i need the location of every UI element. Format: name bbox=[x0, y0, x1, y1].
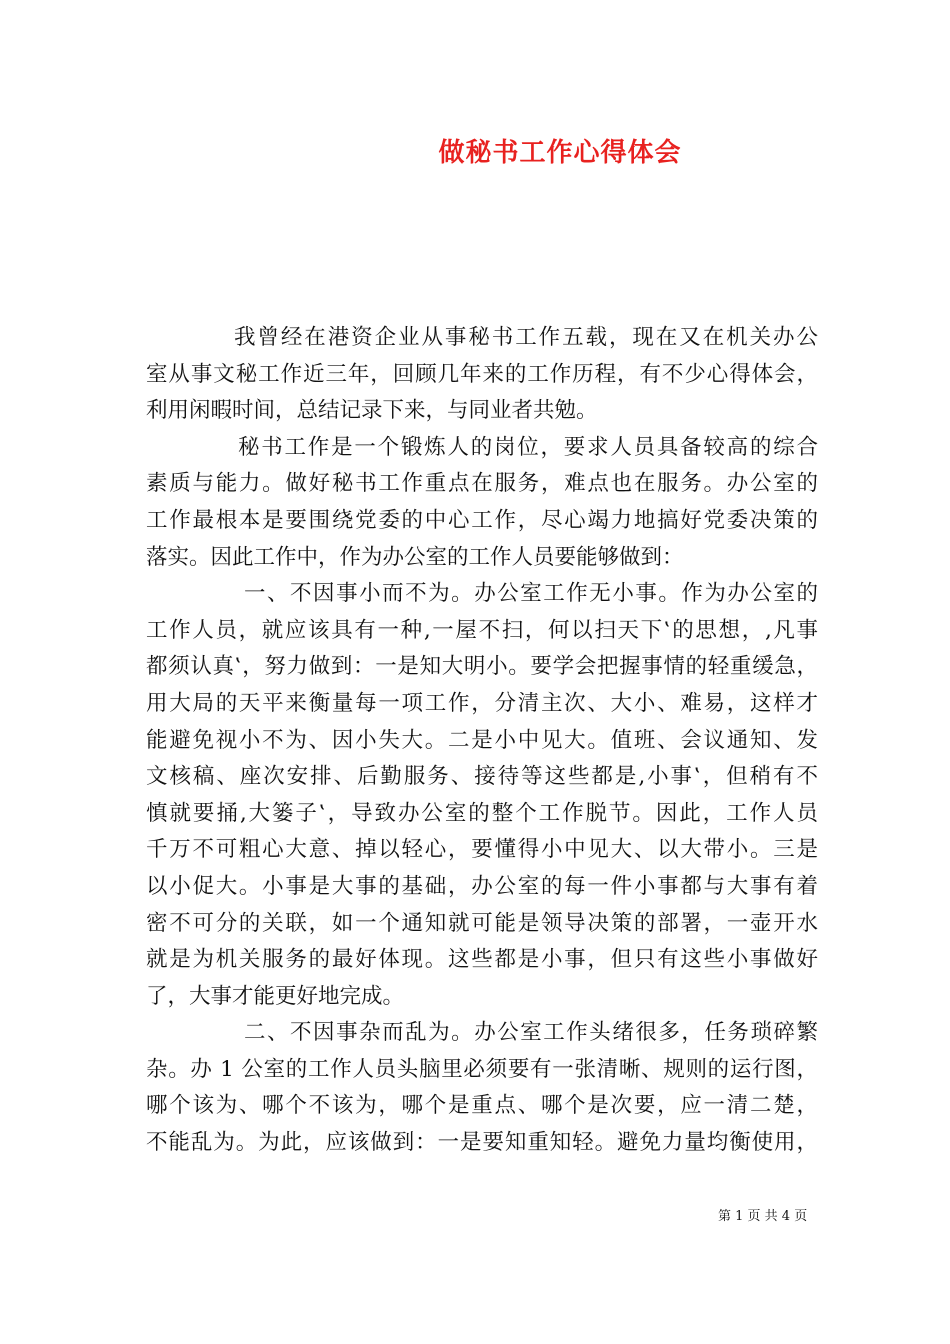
paragraph-4-line-4: 不能乱为。为此，应该做到：一是要知重知轻。避免力量均衡使用， bbox=[146, 1130, 818, 1156]
paragraph-1-line-1: 我曾经在港资企业从事秘书工作五载，现在又在机关办公 bbox=[234, 325, 818, 350]
paragraph-3-line-8: 千万不可粗心大意、掉以轻心，要懂得小中见大、以大带小。三是 bbox=[146, 837, 818, 863]
paragraph-3-line-5: 能避免视小不为、因小失大。二是小中见大。值班、会议通知、发 bbox=[146, 727, 818, 753]
paragraph-3-line-11: 就是为机关服务的最好体现。这些都是小事，但只有这些小事做好 bbox=[146, 947, 818, 973]
paragraph-3-line-4: 用大局的天平来衡量每一项工作，分清主次、大小、难易，这样才 bbox=[146, 690, 818, 716]
paragraph-4-line-1: 二、不因事杂而乱为。办公室工作头绪很多，任务琐碎繁 bbox=[244, 1020, 818, 1046]
paragraph-3-line-6: 文核稿、座次安排、后勤服务、接待等这些都是‚小事‛，但稍有不 bbox=[146, 764, 818, 790]
paragraph-3-line-9: 以小促大。小事是大事的基础，办公室的每一件小事都与大事有着 bbox=[146, 873, 818, 899]
paragraph-2-line-1: 秘书工作是一个锻炼人的岗位，要求人员具备较高的综合 bbox=[238, 434, 818, 460]
paragraph-3-line-12: 了，大事才能更好地完成。 bbox=[146, 983, 405, 1009]
paragraph-3-line-2: 工作人员，就应该具有一种‚一屋不扫，何以扫天下‛的思想，‚凡事 bbox=[146, 617, 818, 643]
paragraph-4-line-3: 哪个该为、哪个不该为，哪个是重点、哪个是次要，应一清二楚， bbox=[146, 1093, 818, 1119]
paragraph-2-line-2: 素质与能力。做好秘书工作重点在服务，难点也在服务。办公室的 bbox=[146, 471, 818, 497]
document-body bbox=[146, 320, 818, 1162]
document-title: 做秘书工作心得体会 bbox=[438, 138, 682, 168]
paragraph-2-line-4: 落实。因此工作中，作为办公室的工作人员要能够做到： bbox=[146, 544, 684, 570]
page-number-footer: 第 1 页 共 4 页 bbox=[718, 1209, 808, 1224]
paragraph-3-line-10: 密不可分的关联，如一个通知就可能是领导决策的部署，一壶开水 bbox=[146, 910, 818, 936]
paragraph-4-line-2: 杂。办 1 公室的工作人员头脑里必须要有一张清晰、规则的运行图， bbox=[146, 1056, 818, 1082]
paragraph-1-line-2: 室从事文秘工作近三年，回顾几年来的工作历程，有不少心得体会， bbox=[146, 361, 818, 387]
paragraph-3-line-3: 都须认真‛，努力做到：一是知大明小。要学会把握事情的轻重缓急， bbox=[146, 654, 818, 680]
paragraph-1-line-3: 利用闲暇时间，总结记录下来，与同业者共勉。 bbox=[146, 398, 598, 424]
paragraph-3-line-7: 慎就要捅‚大篓子‛，导致办公室的整个工作脱节。因此，工作人员 bbox=[146, 800, 818, 826]
paragraph-2-line-3: 工作最根本是要围绕党委的中心工作，尽心竭力地搞好党委决策的 bbox=[146, 507, 818, 533]
paragraph-3-line-1: 一、不因事小而不为。办公室工作无小事。作为办公室的 bbox=[244, 581, 818, 607]
